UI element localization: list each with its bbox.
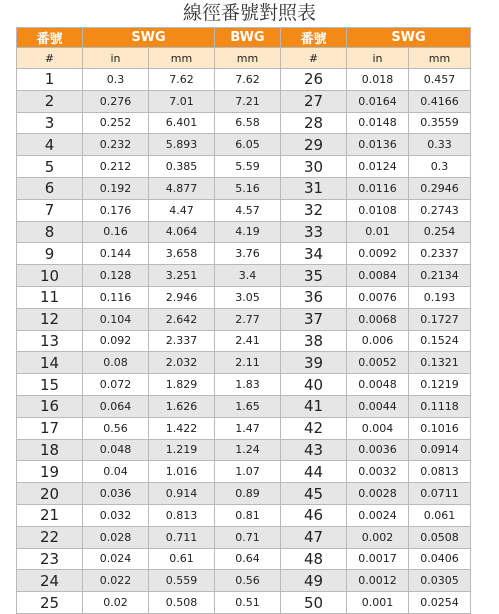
header-gauge-right: 番號 [281,28,347,48]
cell-gauge-right: 46 [281,504,347,526]
cell-swg-in-right: 0.0108 [347,199,409,221]
cell-swg-in-right: 0.0136 [347,134,409,156]
table-row [17,483,471,505]
cell-gauge-right: 32 [281,199,347,221]
cell-gauge-left: 12 [17,308,83,330]
cell-swg-mm-right: 0.0914 [409,439,471,461]
page-title: 線徑番號對照表 [182,2,316,24]
cell-swg-in-left: 0.02 [83,592,149,614]
cell-gauge-right: 30 [281,156,347,178]
cell-swg-in-right: 0.002 [347,526,409,548]
cell-swg-mm-left: 1.829 [149,374,215,396]
cell-swg-in-right: 0.0048 [347,374,409,396]
cell-swg-mm-right: 0.1524 [409,330,471,352]
table-row [17,265,471,287]
cell-swg-in-right: 0.0116 [347,177,409,199]
cell-swg-mm-left: 1.219 [149,439,215,461]
cell-swg-in-left: 0.022 [83,570,149,592]
cell-bwg-mm: 2.11 [215,352,281,374]
cell-swg-in-left: 0.04 [83,461,149,483]
cell-swg-mm-right: 0.0406 [409,548,471,570]
cell-swg-mm-left: 7.62 [149,69,215,91]
cell-gauge-left: 15 [17,374,83,396]
cell-swg-in-left: 0.3 [83,69,149,91]
cell-swg-in-right: 0.0028 [347,483,409,505]
cell-swg-in-right: 0.006 [347,330,409,352]
table-row [17,286,471,308]
cell-swg-in-right: 0.004 [347,417,409,439]
cell-swg-mm-right: 0.0508 [409,526,471,548]
cell-swg-mm-left: 1.016 [149,461,215,483]
cell-swg-in-right: 0.0017 [347,548,409,570]
cell-swg-mm-left: 3.251 [149,265,215,287]
cell-gauge-left: 11 [17,286,83,308]
table-row [17,330,471,352]
cell-swg-in-left: 0.024 [83,548,149,570]
cell-swg-mm-left: 0.711 [149,526,215,548]
unit-cell: mm [409,48,471,69]
cell-swg-mm-right: 0.3 [409,156,471,178]
cell-bwg-mm: 3.05 [215,286,281,308]
cell-swg-in-right: 0.0024 [347,504,409,526]
table-row [17,243,471,265]
table-row [17,548,471,570]
cell-swg-in-left: 0.16 [83,221,149,243]
cell-swg-mm-left: 0.508 [149,592,215,614]
cell-bwg-mm: 1.47 [215,417,281,439]
cell-bwg-mm: 7.21 [215,90,281,112]
cell-swg-mm-right: 0.1321 [409,352,471,374]
cell-swg-in-left: 0.028 [83,526,149,548]
cell-gauge-left: 2 [17,90,83,112]
cell-swg-mm-left: 4.064 [149,221,215,243]
cell-gauge-left: 9 [17,243,83,265]
table-row [17,112,471,134]
table-row [17,352,471,374]
header-swg-left: SWG [83,28,215,48]
cell-gauge-right: 37 [281,308,347,330]
cell-swg-in-left: 0.092 [83,330,149,352]
cell-gauge-right: 31 [281,177,347,199]
table-row [17,177,471,199]
cell-swg-mm-right: 0.254 [409,221,471,243]
cell-swg-in-right: 0.0012 [347,570,409,592]
cell-gauge-right: 42 [281,417,347,439]
cell-bwg-mm: 1.83 [215,374,281,396]
cell-bwg-mm: 0.89 [215,483,281,505]
cell-swg-in-left: 0.048 [83,439,149,461]
cell-swg-in-left: 0.064 [83,395,149,417]
cell-gauge-right: 47 [281,526,347,548]
cell-swg-in-right: 0.0068 [347,308,409,330]
unit-cell: in [83,48,149,69]
cell-swg-mm-left: 0.559 [149,570,215,592]
cell-swg-mm-right: 0.1118 [409,395,471,417]
cell-gauge-left: 7 [17,199,83,221]
cell-gauge-right: 43 [281,439,347,461]
cell-gauge-right: 29 [281,134,347,156]
cell-bwg-mm: 0.71 [215,526,281,548]
table-row [17,69,471,91]
cell-bwg-mm: 2.77 [215,308,281,330]
cell-swg-in-right: 0.001 [347,592,409,614]
cell-swg-mm-left: 0.914 [149,483,215,505]
cell-gauge-left: 20 [17,483,83,505]
cell-swg-mm-left: 0.813 [149,504,215,526]
cell-swg-in-left: 0.116 [83,286,149,308]
cell-gauge-left: 5 [17,156,83,178]
cell-gauge-left: 21 [17,504,83,526]
cell-gauge-right: 48 [281,548,347,570]
cell-swg-mm-left: 2.946 [149,286,215,308]
cell-swg-in-right: 0.0092 [347,243,409,265]
cell-gauge-right: 49 [281,570,347,592]
cell-bwg-mm: 7.62 [215,69,281,91]
cell-swg-mm-left: 5.893 [149,134,215,156]
cell-bwg-mm: 5.59 [215,156,281,178]
cell-swg-mm-left: 6.401 [149,112,215,134]
cell-gauge-right: 50 [281,592,347,614]
cell-gauge-left: 3 [17,112,83,134]
cell-swg-mm-left: 3.658 [149,243,215,265]
cell-swg-mm-left: 2.642 [149,308,215,330]
cell-gauge-left: 8 [17,221,83,243]
cell-swg-in-left: 0.252 [83,112,149,134]
cell-swg-mm-left: 0.61 [149,548,215,570]
cell-swg-mm-right: 0.4166 [409,90,471,112]
table-row [17,592,471,614]
cell-gauge-left: 19 [17,461,83,483]
cell-swg-mm-right: 0.061 [409,504,471,526]
cell-swg-in-left: 0.232 [83,134,149,156]
cell-gauge-right: 45 [281,483,347,505]
cell-gauge-right: 26 [281,69,347,91]
cell-swg-mm-left: 4.47 [149,199,215,221]
cell-swg-mm-right: 0.2743 [409,199,471,221]
table-row [17,221,471,243]
cell-gauge-right: 40 [281,374,347,396]
cell-swg-mm-left: 2.032 [149,352,215,374]
cell-swg-mm-left: 0.385 [149,156,215,178]
cell-bwg-mm: 5.16 [215,177,281,199]
table-row [17,156,471,178]
cell-swg-in-left: 0.192 [83,177,149,199]
cell-bwg-mm: 1.65 [215,395,281,417]
cell-bwg-mm: 1.24 [215,439,281,461]
cell-swg-in-right: 0.0032 [347,461,409,483]
cell-swg-mm-right: 0.1727 [409,308,471,330]
header-gauge-left: 番號 [17,28,83,48]
table-row [17,570,471,592]
cell-bwg-mm: 0.51 [215,592,281,614]
table-row [17,134,471,156]
cell-swg-mm-left: 4.877 [149,177,215,199]
cell-gauge-left: 24 [17,570,83,592]
cell-swg-in-left: 0.56 [83,417,149,439]
cell-swg-mm-right: 0.193 [409,286,471,308]
cell-swg-mm-right: 0.0813 [409,461,471,483]
cell-gauge-right: 34 [281,243,347,265]
cell-swg-mm-right: 0.2946 [409,177,471,199]
cell-swg-in-left: 0.08 [83,352,149,374]
cell-bwg-mm: 6.58 [215,112,281,134]
cell-gauge-left: 1 [17,69,83,91]
cell-swg-in-right: 0.0148 [347,112,409,134]
table-row [17,417,471,439]
header-swg-right: SWG [347,28,471,48]
cell-bwg-mm: 1.07 [215,461,281,483]
header-row [17,28,471,48]
cell-gauge-right: 44 [281,461,347,483]
cell-swg-mm-right: 0.3559 [409,112,471,134]
table-row [17,526,471,548]
cell-swg-in-right: 0.01 [347,221,409,243]
cell-gauge-right: 35 [281,265,347,287]
cell-gauge-right: 27 [281,90,347,112]
cell-gauge-right: 33 [281,221,347,243]
table-row [17,90,471,112]
unit-cell: in [347,48,409,69]
cell-swg-mm-left: 1.626 [149,395,215,417]
unit-row [17,48,471,69]
cell-swg-in-left: 0.212 [83,156,149,178]
cell-swg-in-left: 0.176 [83,199,149,221]
cell-bwg-mm: 4.19 [215,221,281,243]
cell-swg-in-right: 0.0052 [347,352,409,374]
table-body [17,69,471,614]
header-bwg: BWG [215,28,281,48]
table-row [17,308,471,330]
cell-swg-mm-right: 0.1016 [409,417,471,439]
cell-gauge-left: 10 [17,265,83,287]
unit-cell: mm [149,48,215,69]
cell-swg-in-right: 0.0164 [347,90,409,112]
cell-gauge-right: 36 [281,286,347,308]
table-row [17,199,471,221]
table-row [17,439,471,461]
cell-gauge-left: 6 [17,177,83,199]
cell-swg-mm-right: 0.0254 [409,592,471,614]
cell-gauge-left: 22 [17,526,83,548]
cell-swg-mm-right: 0.0305 [409,570,471,592]
cell-gauge-left: 25 [17,592,83,614]
cell-swg-in-right: 0.0044 [347,395,409,417]
cell-swg-mm-right: 0.1219 [409,374,471,396]
cell-bwg-mm: 3.76 [215,243,281,265]
cell-bwg-mm: 0.64 [215,548,281,570]
table-row [17,461,471,483]
cell-swg-in-left: 0.144 [83,243,149,265]
cell-gauge-right: 28 [281,112,347,134]
cell-swg-mm-right: 0.457 [409,69,471,91]
cell-swg-in-left: 0.128 [83,265,149,287]
cell-swg-mm-right: 0.0711 [409,483,471,505]
cell-swg-in-right: 0.0124 [347,156,409,178]
cell-gauge-right: 41 [281,395,347,417]
cell-swg-in-left: 0.036 [83,483,149,505]
cell-swg-mm-right: 0.33 [409,134,471,156]
cell-swg-mm-right: 0.2134 [409,265,471,287]
cell-gauge-left: 18 [17,439,83,461]
table-row [17,395,471,417]
cell-gauge-left: 14 [17,352,83,374]
cell-swg-in-right: 0.0036 [347,439,409,461]
cell-swg-in-right: 0.0084 [347,265,409,287]
cell-swg-in-left: 0.032 [83,504,149,526]
table-row [17,504,471,526]
cell-gauge-left: 4 [17,134,83,156]
unit-cell: # [281,48,347,69]
cell-swg-in-left: 0.072 [83,374,149,396]
cell-bwg-mm: 0.81 [215,504,281,526]
cell-gauge-left: 13 [17,330,83,352]
cell-bwg-mm: 6.05 [215,134,281,156]
cell-gauge-left: 16 [17,395,83,417]
table-row [17,374,471,396]
cell-bwg-mm: 0.56 [215,570,281,592]
unit-cell: mm [215,48,281,69]
cell-swg-in-right: 0.0076 [347,286,409,308]
cell-gauge-right: 38 [281,330,347,352]
cell-swg-mm-right: 0.2337 [409,243,471,265]
cell-gauge-left: 17 [17,417,83,439]
wire-gauge-table [16,27,471,614]
cell-swg-mm-left: 7.01 [149,90,215,112]
cell-bwg-mm: 3.4 [215,265,281,287]
cell-gauge-left: 23 [17,548,83,570]
cell-gauge-right: 39 [281,352,347,374]
cell-swg-in-right: 0.018 [347,69,409,91]
unit-cell: # [17,48,83,69]
cell-swg-mm-left: 1.422 [149,417,215,439]
cell-bwg-mm: 2.41 [215,330,281,352]
cell-swg-in-left: 0.104 [83,308,149,330]
cell-swg-mm-left: 2.337 [149,330,215,352]
cell-bwg-mm: 4.57 [215,199,281,221]
cell-swg-in-left: 0.276 [83,90,149,112]
